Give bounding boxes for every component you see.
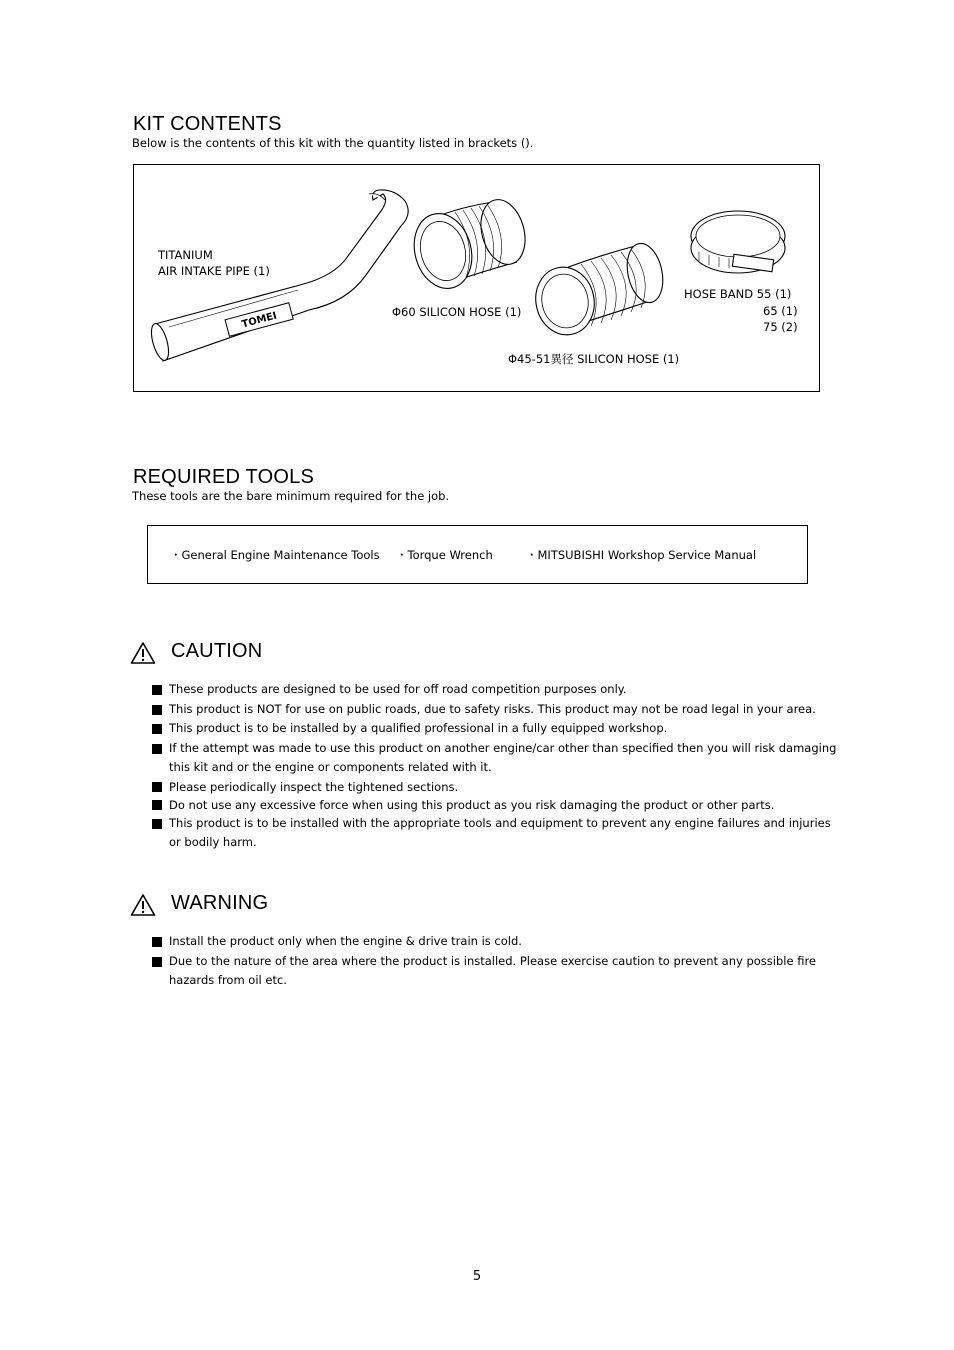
list-item: Install the product only when the engine & drive train is cold. (152, 932, 842, 952)
hose-band (691, 211, 785, 273)
warning-title: WARNING (171, 892, 269, 914)
caution-list (152, 680, 842, 853)
required-tools-subtitle: These tools are the bare minimum required for the job. (132, 489, 450, 503)
tools-box (147, 525, 808, 584)
caution-warning-triangle-icon (130, 641, 156, 669)
kit-contents-subtitle: Below is the contents of this kit with the quantity listed in brackets (). (132, 136, 534, 150)
required-tools-title: REQUIRED TOOLS (133, 466, 314, 488)
list-item: Please periodically inspect the tightened sections. (152, 778, 842, 796)
warning-list (152, 932, 842, 991)
kit-illustration (133, 164, 820, 392)
list-item: Due to the nature of the area where the product is installed. Please exercise caution to prevent any possible fire hazards from oil etc. (152, 952, 842, 991)
kit-contents-box (133, 164, 820, 392)
pipe-label-line2: AIR INTAKE PIPE (1) (158, 264, 270, 278)
silicon-hose-45-51 (530, 240, 668, 340)
silicon-hose-60 (406, 195, 532, 295)
band-label-line2: 65 (1) (763, 304, 798, 318)
list-item: These products are designed to be used for off road competition purposes only. (152, 680, 842, 700)
kit-contents-title: KIT CONTENTS (133, 113, 282, 135)
svg-text:TOMEI: TOMEI (240, 310, 279, 331)
tool-item: ・Torque Wrench (396, 548, 493, 562)
band-label-line1: HOSE BAND 55 (1) (684, 287, 792, 301)
list-item: If the attempt was made to use this product on another engine/car other than specified then you will risk damaging this kit and or the engine or components related with it. (152, 739, 842, 778)
list-item: This product is to be installed with the appropriate tools and equipment to prevent any engine failures and injuries or bodily harm. (152, 814, 842, 853)
warning-triangle-icon (130, 893, 156, 921)
hose45-label: Φ45-51異径 SILICON HOSE (1) (508, 352, 680, 366)
hose60-label: Φ60 SILICON HOSE (1) (392, 305, 522, 319)
list-item: Do not use any excessive force when using this product as you risk damaging the product or other parts. (152, 796, 842, 814)
page-number: 5 (472, 1269, 482, 1284)
pipe-label-line1: TITANIUM (158, 248, 213, 262)
caution-title: CAUTION (171, 640, 263, 662)
tool-item: ・MITSUBISHI Workshop Service Manual (526, 548, 757, 562)
tool-item: ・General Engine Maintenance Tools (170, 548, 380, 562)
list-item: This product is to be installed by a qualified professional in a fully equipped workshop. (152, 719, 842, 739)
list-item: This product is NOT for use on public roads, due to safety risks. This product may not be road legal in your area. (152, 700, 842, 720)
band-label-line3: 75 (2) (763, 320, 798, 334)
